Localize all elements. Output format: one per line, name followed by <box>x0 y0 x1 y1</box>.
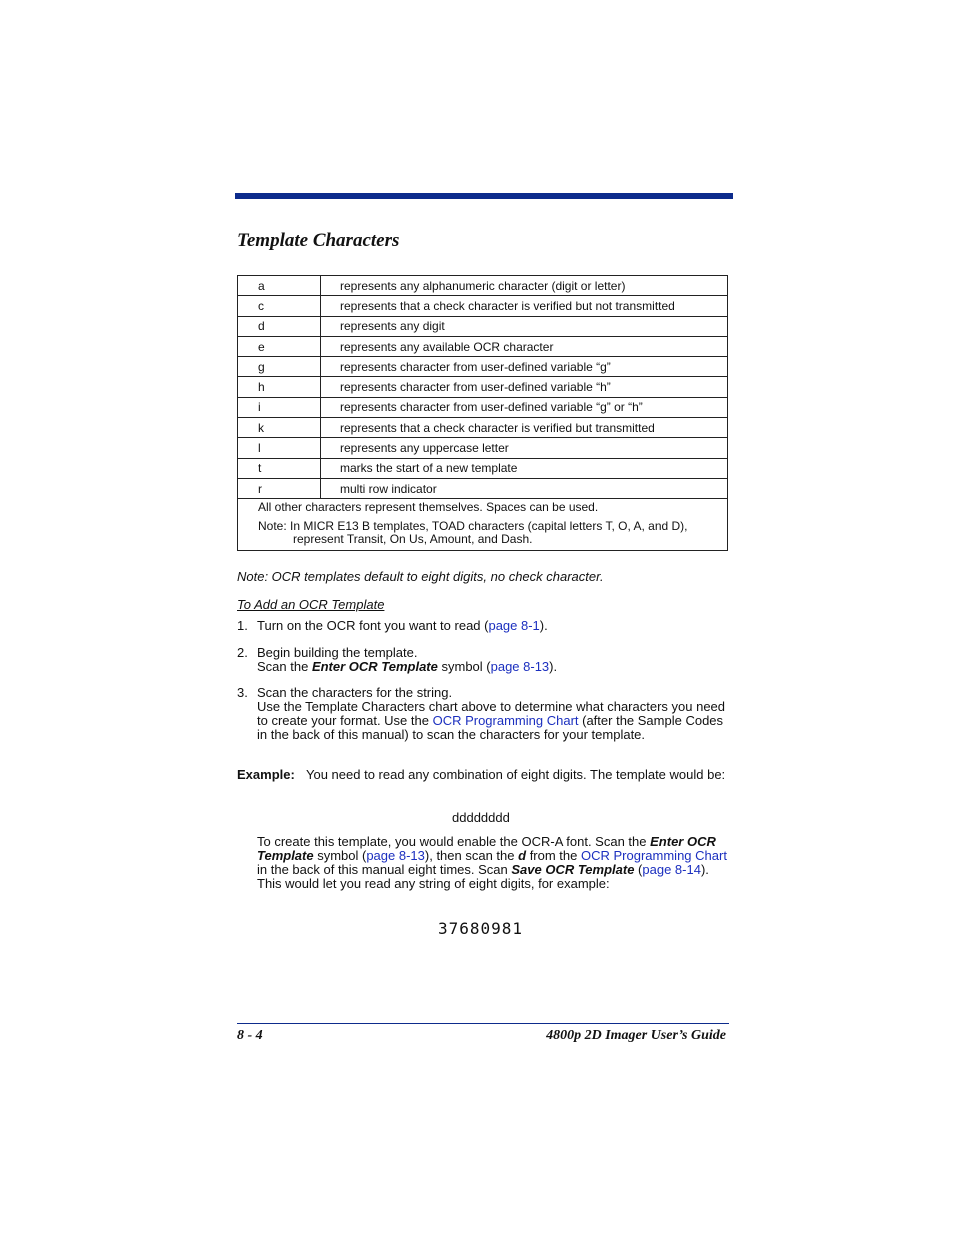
example-explanation <box>257 835 729 891</box>
example-template: dddddddd <box>452 810 510 825</box>
char-description: represents that a check character is verified but not transmitted <box>321 296 728 316</box>
page-number: 8 - 4 <box>237 1028 263 1043</box>
text: ( <box>634 862 643 877</box>
example-label: Example: <box>237 767 295 782</box>
char-description: represents character from user-defined variable “h” <box>321 377 728 397</box>
step-text: Scan the <box>257 659 312 674</box>
table-row <box>238 438 728 458</box>
ocr-sample-digits: 37680981 <box>438 919 524 938</box>
template-char: r <box>238 478 321 498</box>
text: symbol ( <box>313 848 367 863</box>
text: ). This would let you read any string of eight digits, for example: <box>257 862 709 891</box>
page-link[interactable]: page 8-13 <box>490 659 550 674</box>
procedure-heading: To Add an OCR Template <box>237 597 385 612</box>
text: To create this template, you would enable the OCR-A font. Scan the <box>257 834 651 849</box>
template-char: e <box>238 336 321 356</box>
template-char: k <box>238 418 321 438</box>
char-description: represents any alphanumeric character (digit or letter) <box>321 276 728 296</box>
step-3 <box>237 686 729 742</box>
section-title: Template Characters <box>237 230 400 251</box>
table-row <box>238 478 728 498</box>
step-text: Turn on the OCR font you want to read ( <box>257 618 489 633</box>
step-text: ). <box>539 618 548 633</box>
text: ), then scan the <box>424 848 519 863</box>
template-char: i <box>238 397 321 417</box>
example-text: You need to read any combination of eight digits. The template would be: <box>306 767 726 782</box>
template-char: a <box>238 276 321 296</box>
header-rule <box>235 193 733 199</box>
table-row <box>238 458 728 478</box>
char-description: represents any uppercase letter <box>321 438 728 458</box>
table-footer <box>238 499 728 551</box>
char-description: marks the start of a new template <box>321 458 728 478</box>
symbol-name: d <box>518 848 527 863</box>
template-char: c <box>238 296 321 316</box>
table-row <box>238 336 728 356</box>
char-description: represents character from user-defined variable “g” or “h” <box>321 397 728 417</box>
table-row <box>238 316 728 336</box>
footer-note: Note: In MICR E13 B templates, TOAD characters (capital letters T, O, A, and D), represent Transit, On Us, Amount, and Dash. <box>258 519 688 547</box>
step-text: (after the Sample Codes in the back of this manual) to scan the characters for your template. <box>257 713 724 742</box>
table-row <box>238 418 728 438</box>
template-char: g <box>238 357 321 377</box>
table-footer-row <box>238 499 728 551</box>
char-description: represents any available OCR character <box>321 336 728 356</box>
guide-title: 4800p 2D Imager User’s Guide <box>546 1028 726 1043</box>
template-char: l <box>238 438 321 458</box>
chart-link[interactable]: OCR Programming Chart <box>581 848 727 863</box>
page-link[interactable]: page 8-13 <box>366 848 425 863</box>
char-description: multi row indicator <box>321 478 728 498</box>
step-text: symbol ( <box>437 659 491 674</box>
step-number: 1. <box>237 618 248 633</box>
step-2 <box>237 646 729 674</box>
template-char: t <box>238 458 321 478</box>
chart-link[interactable]: OCR Programming Chart <box>432 713 579 728</box>
step-text: Use the Template Characters chart above to determine what characters you need to create your format. Use the <box>257 699 726 728</box>
text: in the back of this manual eight times. Scan <box>257 862 512 877</box>
step-1 <box>237 619 729 633</box>
step-text: Scan the characters for the string. <box>257 685 453 700</box>
template-characters-table <box>237 275 728 551</box>
table-row <box>238 357 728 377</box>
step-number: 3. <box>237 685 248 700</box>
template-char: h <box>238 377 321 397</box>
page-link[interactable]: page 8-1 <box>488 618 540 633</box>
char-description: represents any digit <box>321 316 728 336</box>
example-block <box>237 768 729 782</box>
table-row <box>238 377 728 397</box>
ocr-note: Note: OCR templates default to eight digits, no check character. <box>237 569 604 584</box>
symbol-name: Save OCR Template <box>511 862 635 877</box>
table-row <box>238 276 728 296</box>
step-text: ). <box>549 659 558 674</box>
char-description: represents that a check character is verified but transmitted <box>321 418 728 438</box>
footer-rule <box>237 1023 729 1024</box>
step-number: 2. <box>237 645 248 660</box>
footer-text: All other characters represent themselves. Spaces can be used. <box>258 500 599 515</box>
char-description: represents character from user-defined variable “g” <box>321 357 728 377</box>
table-row <box>238 397 728 417</box>
step-text: Begin building the template. <box>257 645 418 660</box>
symbol-name: Enter OCR Template <box>257 834 716 863</box>
table-row <box>238 296 728 316</box>
symbol-name: Enter OCR Template <box>311 659 438 674</box>
text: from the <box>526 848 581 863</box>
template-char: d <box>238 316 321 336</box>
page-link[interactable]: page 8-14 <box>642 862 701 877</box>
